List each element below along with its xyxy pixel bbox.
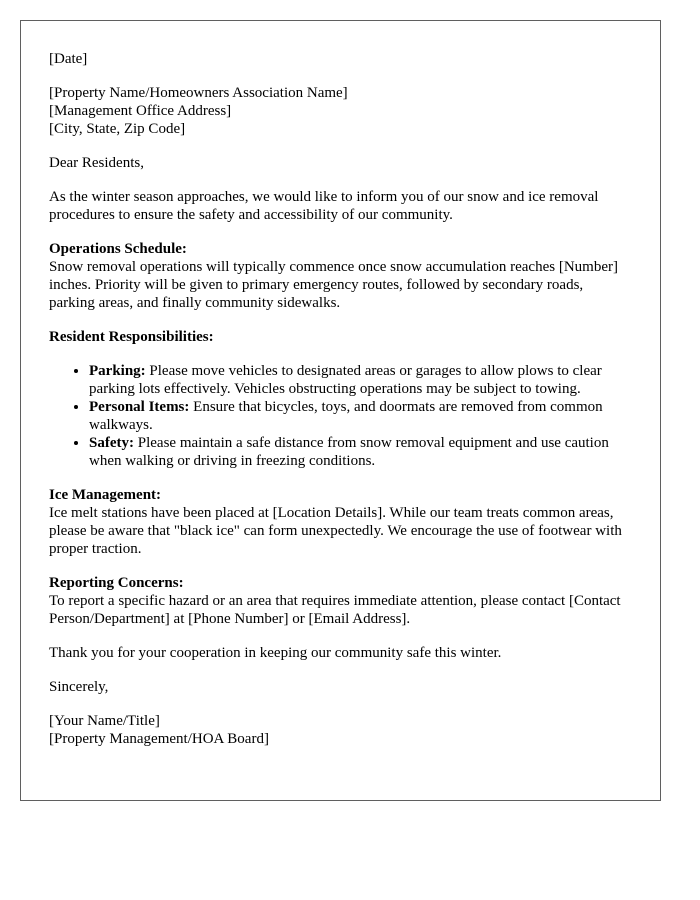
letter-page bbox=[20, 20, 661, 801]
thanks-paragraph: Thank you for your cooperation in keeping our community safe this winter. bbox=[49, 645, 502, 661]
letter-date: [Date] bbox=[49, 51, 88, 67]
list-item-personal-items bbox=[89, 398, 632, 434]
responsibilities-heading: Resident Responsibilities: bbox=[49, 329, 214, 345]
closing: Sincerely, bbox=[49, 679, 109, 695]
signature-line-2: [Property Management/HOA Board] bbox=[49, 731, 269, 747]
list-item-label: Safety: bbox=[89, 435, 134, 451]
intro-paragraph: As the winter season approaches, we would like to inform you of our snow and ice removal procedures to ensure the safety and accessibility of our community. bbox=[49, 189, 599, 223]
ice-text: Ice melt stations have been placed at [Location Details]. While our team treats common areas, please be aware that "black ice" can form unexpectedly. We encourage the use of footwear with proper traction. bbox=[49, 505, 622, 557]
signature-block bbox=[49, 712, 632, 748]
list-item-text: Please move vehicles to designated areas or garages to allow plows to clear parking lots effectively. Vehicles obstructing operations may be subject to towing. bbox=[89, 363, 602, 397]
list-item-parking bbox=[89, 362, 632, 398]
recipient-line-2: [Management Office Address] bbox=[49, 103, 232, 119]
ice-heading: Ice Management: bbox=[49, 487, 162, 503]
list-item-safety bbox=[89, 434, 632, 470]
signature-line-1: [Your Name/Title] bbox=[49, 713, 160, 729]
reporting-text: To report a specific hazard or an area that requires immediate attention, please contact [Contact Person/Department] at [Phone Number] or [Email Address]. bbox=[49, 593, 621, 627]
list-item-text: Please maintain a safe distance from snow removal equipment and use caution when walking or driving in freezing conditions. bbox=[89, 435, 609, 469]
operations-text: Snow removal operations will typically commence once snow accumulation reaches [Number] inches. Priority will be given to primary emergency routes, followed by secondary roads, parking areas, and finally community sidewalks. bbox=[49, 259, 618, 311]
reporting-section bbox=[49, 574, 632, 628]
ice-section bbox=[49, 486, 632, 558]
operations-section bbox=[49, 240, 632, 312]
recipient-address bbox=[49, 84, 632, 138]
list-item-label: Parking: bbox=[89, 363, 146, 379]
recipient-line-1: [Property Name/Homeowners Association Name] bbox=[49, 85, 348, 101]
list-item-text: Ensure that bicycles, toys, and doormats are removed from common walkways. bbox=[89, 399, 603, 433]
salutation: Dear Residents, bbox=[49, 155, 144, 171]
responsibilities-list bbox=[49, 362, 632, 470]
reporting-heading: Reporting Concerns: bbox=[49, 575, 184, 591]
list-item-label: Personal Items: bbox=[89, 399, 190, 415]
operations-heading: Operations Schedule: bbox=[49, 241, 187, 257]
recipient-line-3: [City, State, Zip Code] bbox=[49, 121, 186, 137]
